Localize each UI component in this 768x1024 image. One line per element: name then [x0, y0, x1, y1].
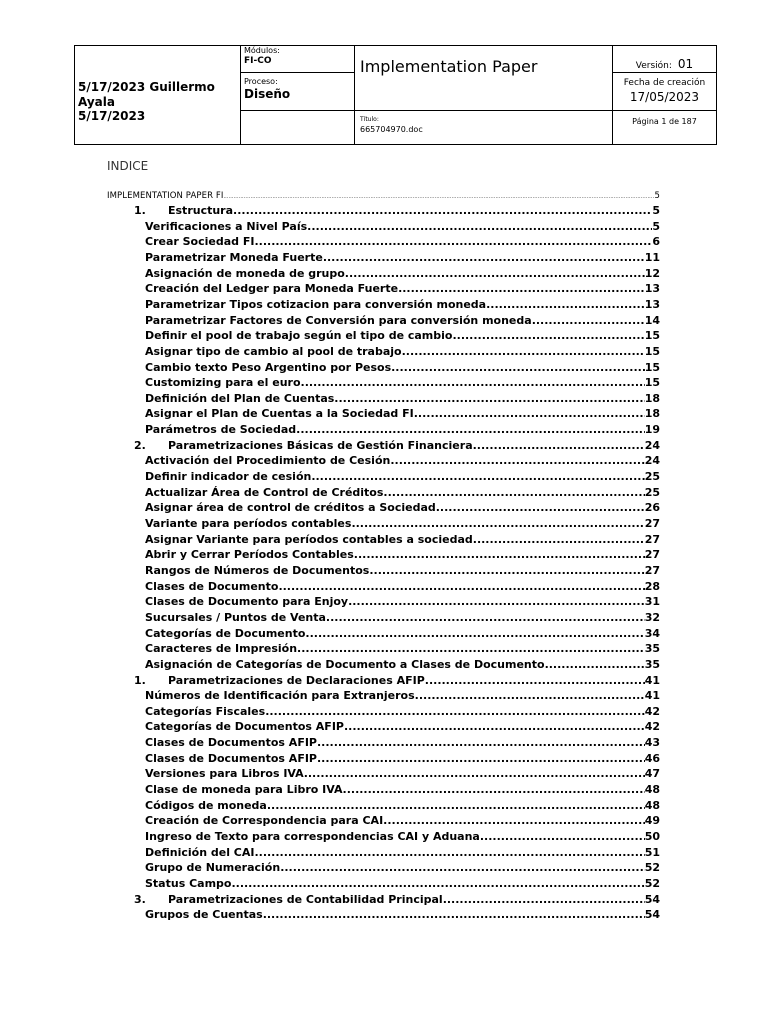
toc-entry-text: Categorías de Documento — [145, 626, 306, 640]
toc-page-number: 46 — [644, 751, 660, 765]
toc-entry[interactable] — [145, 251, 660, 264]
toc-entry-text: Ingreso de Texto para correspondencias CAI y Aduana — [145, 830, 480, 843]
version-value: 01 — [677, 57, 694, 71]
toc-page-number: 52 — [644, 861, 660, 875]
toc-entry-number: 1. — [134, 204, 146, 217]
toc-leader-dots — [334, 392, 644, 405]
toc-entry-text: Parametrizaciones de Contabilidad Principal — [168, 892, 443, 906]
toc-entry-title — [134, 204, 233, 217]
toc-entry-text: Parametrizar Tipos cotizacion para conversión moneda — [145, 297, 487, 311]
toc-entry-text: Clases de Documentos AFIP — [145, 736, 317, 750]
toc-entry-title — [134, 674, 425, 687]
toc-entry-text: Parametrizar Factores de Conversión para conversión moneda — [145, 313, 532, 327]
toc-leader-dots — [415, 689, 645, 702]
toc-page-number: 5 — [652, 204, 660, 217]
toc-page-number: 50 — [644, 830, 660, 843]
toc-entry-text: Definir el pool de trabajo según el tipo de cambio — [145, 329, 453, 343]
toc-page-number: 48 — [644, 798, 660, 812]
toc-entry[interactable] — [145, 548, 660, 561]
toc-leader-dots — [223, 194, 654, 200]
toc-leader-dots — [311, 470, 644, 483]
toc-entry-text: Parametrizaciones de Declaraciones AFIP — [168, 673, 425, 687]
toc-entry-title — [145, 220, 307, 233]
toc-entry-title — [145, 595, 348, 608]
modulos-label: Módulos: — [244, 46, 280, 55]
toc-page-number: 27 — [644, 532, 660, 546]
toc-entry-title — [145, 736, 317, 749]
toc-entry-title — [145, 361, 391, 374]
toc-entry-text: Verificaciones a Nivel País — [145, 219, 308, 233]
toc-leader-dots — [354, 548, 645, 561]
toc-leader-dots — [348, 595, 645, 608]
toc-page-number: 42 — [644, 720, 660, 734]
toc-entry[interactable] — [145, 689, 660, 702]
author-line-1: 5/17/2023 Guillermo — [78, 80, 215, 94]
proceso-value: Diseño — [244, 87, 291, 101]
toc-entry[interactable] — [145, 361, 660, 374]
toc-page-number: 25 — [644, 485, 660, 499]
toc-leader-dots — [254, 846, 644, 859]
toc-entry-text: Activación del Procedimiento de Cesión — [145, 454, 391, 468]
toc-leader-dots — [343, 783, 645, 796]
toc-page-number: 41 — [644, 673, 660, 687]
toc-entry-text: Parametrizar Moneda Fuerte — [145, 250, 323, 264]
toc-page-number: 28 — [644, 579, 660, 593]
toc-page-number: 32 — [644, 610, 660, 624]
toc-entry-number: 2. — [134, 438, 146, 452]
toc-page-number: 41 — [644, 689, 660, 703]
toc-entry-title — [145, 486, 383, 499]
toc-leader-dots — [443, 893, 645, 906]
toc-page-number: 27 — [644, 563, 660, 577]
toc-entry-text: Definición del Plan de Cuentas — [145, 391, 335, 405]
toc-leader-dots — [532, 314, 645, 327]
toc-entry-title — [145, 267, 345, 280]
toc-page-number: 51 — [644, 845, 660, 859]
toc-page-number: 47 — [644, 767, 660, 781]
toc-entry-text: Cambio texto Peso Argentino por Pesos — [145, 360, 392, 374]
toc-entry-text: Creación del Ledger para Moneda Fuerte — [145, 282, 399, 296]
toc-entry-title — [145, 282, 398, 295]
toc-entry-title — [145, 251, 323, 264]
toc-entry[interactable] — [145, 658, 660, 671]
fecha-value: 17/05/2023 — [629, 90, 700, 104]
toc-entry[interactable] — [145, 486, 660, 499]
toc-entry-text: Rangos de Números de Documentos — [145, 563, 370, 577]
toc-entry-text: Asignar tipo de cambio al pool de trabajo — [145, 344, 402, 358]
toc-entry-text: Clases de Documento para Enjoy — [145, 595, 349, 609]
toc-leader-dots — [326, 611, 645, 624]
toc-leader-dots — [452, 329, 644, 342]
fecha-label: Fecha de creación — [623, 78, 706, 88]
toc-entry-title — [145, 470, 311, 483]
toc-entry[interactable] — [145, 846, 660, 859]
toc-leader-dots — [265, 705, 644, 718]
toc-entry[interactable] — [145, 407, 660, 420]
toc-entry-title — [145, 548, 354, 561]
toc-page-number: 42 — [644, 704, 660, 718]
toc-entry[interactable] — [145, 517, 660, 530]
toc-entry[interactable] — [145, 595, 660, 608]
toc-entry-title — [107, 191, 223, 201]
toc-page-number: 15 — [644, 329, 660, 343]
toc-entry-title — [145, 580, 278, 593]
toc-leader-dots — [398, 282, 645, 295]
toc-entry-title — [145, 627, 305, 640]
toc-page-number: 15 — [644, 344, 660, 358]
toc-entry-title — [145, 658, 545, 671]
toc-page-number: 11 — [644, 250, 660, 264]
toc-entry[interactable] — [145, 314, 660, 327]
toc-entry[interactable] — [145, 423, 660, 436]
toc-page-number: 54 — [644, 908, 660, 922]
toc-leader-dots — [473, 439, 645, 452]
toc-entry-text: Parámetros de Sociedad — [145, 423, 297, 437]
titulo-value: 665704970.doc — [360, 125, 423, 134]
toc-entry-title — [145, 454, 390, 467]
toc-entry-title — [145, 611, 326, 624]
author-line-2: Ayala — [78, 94, 115, 109]
toc-leader-dots — [383, 814, 645, 827]
toc-entry[interactable] — [134, 439, 660, 452]
toc-entry-title — [145, 329, 452, 342]
toc-entry[interactable] — [145, 861, 660, 874]
toc-entry-title — [145, 298, 486, 311]
pagina-value: Página 1 de 187 — [632, 117, 697, 126]
toc-entry-title — [145, 407, 414, 420]
toc-entry[interactable] — [145, 470, 660, 483]
toc-entry[interactable] — [145, 627, 660, 640]
toc-entry-title — [145, 423, 296, 436]
toc-leader-dots — [304, 767, 645, 780]
toc-entry[interactable] — [145, 501, 660, 514]
toc-page-number: 35 — [644, 642, 660, 656]
toc-leader-dots — [297, 642, 645, 655]
toc-entry-text: Asignación de moneda de grupo — [145, 266, 345, 280]
toc-entry-title — [145, 705, 265, 718]
toc-entry[interactable] — [145, 814, 660, 827]
toc-entry-text: Asignar Variante para períodos contables a sociedad — [145, 532, 473, 546]
toc-entry[interactable] — [145, 580, 660, 593]
toc-entry-title — [145, 689, 415, 702]
modulos-value: FI-CO — [244, 56, 272, 66]
toc-entry-text: Customizing para el euro — [145, 376, 301, 390]
toc-entry[interactable] — [145, 830, 660, 843]
toc-leader-dots — [383, 486, 644, 499]
toc-leader-dots — [351, 517, 644, 530]
toc-entry-title — [145, 861, 280, 874]
toc-entry-title — [145, 235, 254, 248]
toc-entry-title — [145, 564, 369, 577]
toc-leader-dots — [473, 533, 645, 546]
toc-page-number: 14 — [644, 313, 660, 327]
toc-entry[interactable] — [145, 533, 660, 546]
toc-leader-dots — [317, 752, 645, 765]
toc-entry[interactable] — [134, 674, 660, 687]
toc-leader-dots — [545, 658, 645, 671]
toc-leader-dots — [233, 204, 652, 217]
toc-leader-dots — [369, 564, 644, 577]
toc-entry[interactable] — [145, 705, 660, 718]
toc-page-number: 13 — [644, 297, 660, 311]
toc-page-number: 26 — [644, 501, 660, 515]
toc-entry-text: Categorías Fiscales — [145, 704, 266, 718]
toc-entry-title — [145, 877, 231, 890]
toc-entry-text: Versiones para Libros IVA — [145, 767, 304, 781]
toc-entry-text: Estructura — [168, 204, 234, 217]
toc-leader-dots — [480, 830, 645, 843]
toc-entry[interactable] — [145, 783, 660, 796]
toc-entry-text: Clase de moneda para Libro IVA — [145, 783, 343, 797]
toc-page-number: 34 — [644, 626, 660, 640]
toc-entry-text: Asignación de Categorías de Documento a Clases de Documento — [145, 657, 545, 671]
toc-entry-title — [145, 345, 402, 358]
proceso-label: Proceso: — [244, 77, 278, 86]
toc-leader-dots — [267, 799, 645, 812]
toc-entry-text: Números de Identificación para Extranjeros — [145, 689, 415, 703]
toc-page-number: 25 — [644, 470, 660, 484]
toc-entry-title — [145, 517, 351, 530]
toc-entry[interactable] — [107, 191, 660, 201]
toc-entry-text: Definir indicador de cesión — [145, 470, 312, 484]
toc-page-number: 15 — [644, 376, 660, 390]
toc-entry[interactable] — [145, 267, 660, 280]
toc-entry-text: Parametrizaciones Básicas de Gestión Financiera — [168, 438, 473, 452]
toc-page-number: 31 — [644, 595, 660, 609]
toc-entry[interactable] — [145, 345, 660, 358]
toc-leader-dots — [280, 861, 644, 874]
toc-entry-text: Crear Sociedad FI — [145, 235, 255, 249]
toc-entry-text: Variante para períodos contables — [145, 517, 352, 530]
toc-page-number: 5 — [652, 219, 660, 233]
toc-entry[interactable] — [145, 282, 660, 295]
toc-entry[interactable] — [134, 893, 660, 906]
toc-page-number: 24 — [644, 438, 660, 452]
author-line-3: 5/17/2023 — [78, 109, 146, 123]
toc-entry-title — [145, 533, 473, 546]
toc-entry-text: Asignar el Plan de Cuentas a la Sociedad FI — [145, 407, 414, 421]
toc-entry-number: 1. — [134, 673, 146, 687]
toc-entry-title — [134, 439, 473, 452]
toc-entry-text: Abrir y Cerrar Períodos Contables — [145, 548, 354, 562]
toc-page-number: 6 — [652, 235, 660, 249]
toc-entry-text: Categorías de Documentos AFIP — [145, 720, 344, 734]
toc-entry[interactable] — [145, 329, 660, 342]
toc-page-number: 49 — [644, 814, 660, 828]
toc-leader-dots — [390, 454, 644, 467]
toc-leader-dots — [344, 720, 645, 733]
toc-leader-dots — [231, 877, 644, 890]
toc-entry-title — [145, 314, 532, 327]
toc-page-number: 27 — [644, 517, 660, 530]
toc-entry-text: IMPLEMENTATION PAPER FI — [107, 191, 224, 201]
toc-entry-text: Sucursales / Puntos de Venta — [145, 610, 326, 624]
toc-leader-dots — [436, 501, 645, 514]
toc-page-number: 24 — [644, 454, 660, 468]
toc-page-number: 52 — [644, 876, 660, 890]
toc-entry-text: Definición del CAI — [145, 845, 255, 859]
document-title: Implementation Paper — [360, 57, 538, 76]
toc-entry-title — [145, 908, 263, 921]
toc-entry-number: 3. — [134, 892, 146, 906]
toc-entry[interactable] — [145, 767, 660, 780]
toc-entry[interactable] — [145, 392, 660, 405]
toc-page-number: 19 — [644, 423, 660, 437]
toc-entry-text: Clases de Documentos AFIP — [145, 751, 317, 765]
toc-entry[interactable] — [145, 752, 660, 765]
toc-leader-dots — [402, 345, 645, 358]
toc-entry[interactable] — [145, 454, 660, 467]
toc-entry-text: Caracteres de Impresión — [145, 642, 298, 656]
toc-entry-title — [145, 642, 297, 655]
toc-entry[interactable] — [145, 736, 660, 749]
toc-leader-dots — [317, 736, 645, 749]
toc-entry[interactable] — [145, 298, 660, 311]
toc-leader-dots — [414, 407, 645, 420]
toc-page-number: 54 — [644, 892, 660, 906]
toc-entry-text: Creación de Correspondencia para CAI — [145, 814, 384, 828]
toc-leader-dots — [305, 627, 644, 640]
toc-entry-text: Clases de Documento — [145, 579, 279, 593]
toc-entry[interactable] — [145, 220, 660, 233]
toc-entry[interactable] — [134, 204, 660, 217]
toc-entry-title — [145, 752, 317, 765]
toc-entry-title — [145, 830, 480, 843]
toc-leader-dots — [254, 235, 652, 248]
toc-leader-dots — [486, 298, 645, 311]
toc-entry-text: Códigos de moneda — [145, 798, 267, 812]
toc-entry[interactable] — [145, 642, 660, 655]
toc-entry-text: Actualizar Área de Control de Créditos — [145, 485, 384, 499]
titulo-label: Título: — [360, 116, 379, 123]
toc-page-number: 15 — [644, 360, 660, 374]
index-heading: INDICE — [107, 159, 149, 173]
toc-leader-dots — [296, 423, 645, 436]
version-label: Versión: — [635, 61, 672, 71]
toc-page-number: 12 — [644, 266, 660, 280]
toc-leader-dots — [278, 580, 644, 593]
toc-entry-title — [145, 814, 383, 827]
toc-leader-dots — [345, 267, 645, 280]
toc-page-number: 18 — [644, 407, 660, 421]
toc-entry-title — [145, 767, 304, 780]
toc-page-number: 27 — [644, 548, 660, 562]
toc-entry-text: Grupo de Numeración — [145, 861, 281, 875]
toc-entry[interactable] — [145, 799, 660, 812]
toc-leader-dots — [323, 251, 645, 264]
toc-entry-title — [145, 392, 334, 405]
toc-entry[interactable] — [145, 720, 660, 733]
toc-entry-text: Grupos de Cuentas — [145, 908, 263, 922]
toc-entry-title — [145, 720, 344, 733]
toc-entry-title — [145, 783, 343, 796]
toc-leader-dots — [301, 376, 645, 389]
toc-entry-text: Status Campo — [145, 876, 232, 890]
toc-entry-text: Asignar área de control de créditos a Sociedad — [145, 501, 436, 515]
toc-entry-title — [145, 846, 254, 859]
toc-entry[interactable] — [145, 564, 660, 577]
toc-entry-title — [145, 799, 267, 812]
toc-page-number: 43 — [644, 736, 660, 750]
toc-entry-title — [145, 501, 436, 514]
toc-leader-dots — [263, 908, 645, 921]
toc-leader-dots — [307, 220, 652, 233]
toc-entry[interactable] — [145, 908, 660, 921]
toc-page-number: 13 — [644, 282, 660, 296]
toc-entry[interactable] — [145, 877, 660, 890]
toc-entry[interactable] — [145, 235, 660, 248]
toc-page-number: 18 — [644, 391, 660, 405]
toc-leader-dots — [425, 674, 645, 687]
toc-page-number: 48 — [644, 783, 660, 797]
toc-page-number: 5 — [654, 191, 660, 201]
toc-leader-dots — [391, 361, 645, 374]
toc-entry[interactable] — [145, 376, 660, 389]
toc-page-number: 35 — [644, 657, 660, 671]
toc-entry-title — [145, 376, 301, 389]
toc-entry[interactable] — [145, 611, 660, 624]
toc-entry-title — [134, 893, 443, 906]
